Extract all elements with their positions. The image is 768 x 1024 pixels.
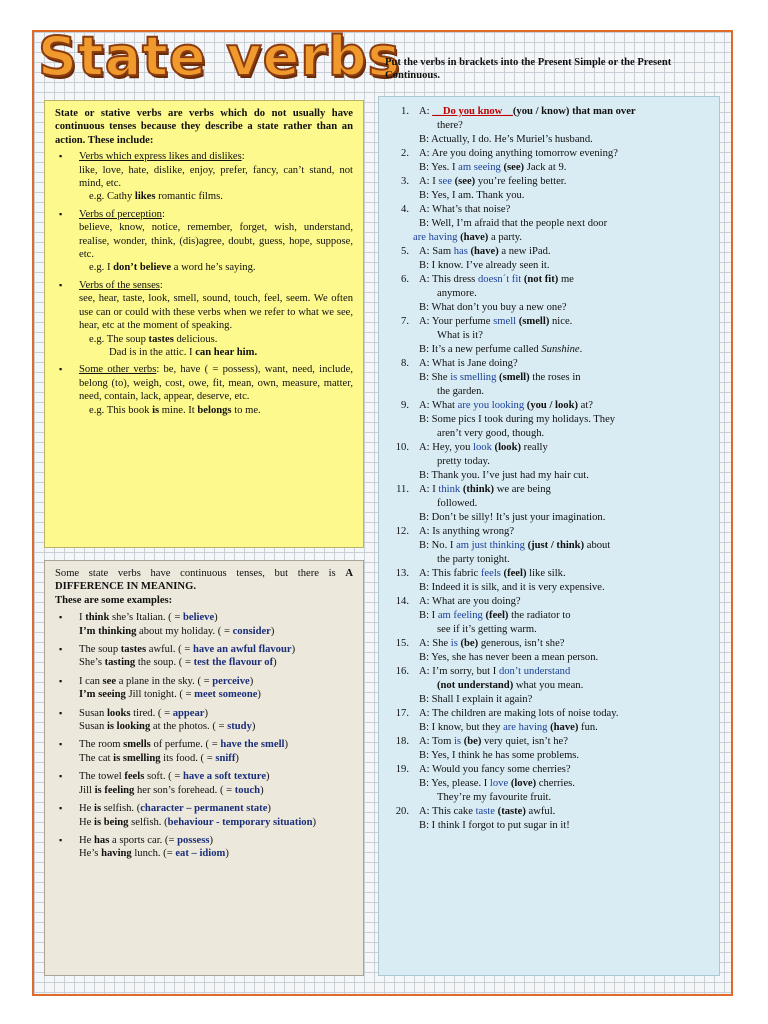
answer: are you looking xyxy=(457,400,525,411)
page-title: State verbs xyxy=(38,25,401,88)
category-list: believe, know, notice, remember, forget, wish, understand, realise, wonder, think, (dis)agree, doubt, guess, hope, suppose, etc. xyxy=(79,222,353,261)
answer: think xyxy=(438,484,461,495)
exercise-item-2: 2. A: Are you doing anything tomorrow evening? B: Yes. I am seeing (see) Jack at 9. xyxy=(401,148,618,173)
exercise-item-13: 13. A: This fabric feels (feel) like silk. B: Indeed it is silk, and it is very expensive. xyxy=(395,568,605,593)
category-heading: Verbs which express likes and dislikes xyxy=(79,151,242,163)
meaning-pair xyxy=(55,834,353,861)
bullet-icon: ▪ xyxy=(59,834,63,845)
answer: is xyxy=(450,638,458,649)
action-sentence: Susan is looking at the photos. ( = study) xyxy=(79,721,256,733)
answer: doesn´t fit xyxy=(477,274,522,285)
bullet-icon: ▪ xyxy=(59,151,63,162)
exercise-item-5: 5. A: Sam has (have) a new iPad. B: I know. I’ve already seen it. xyxy=(401,246,551,271)
category-senses: ▪ Verbs of the senses: see, hear, taste, look, smell, sound, touch, feel, seem. We often use can or could with these verbs when we refer to what we see, hear, etc at the moment of speaking. e.g. The soup tastes delicious. Dad is in the attic. I can hear him. xyxy=(59,279,353,358)
answer: are having xyxy=(413,232,458,243)
exercise-item-9: 9. A: What are you looking (you / look) at? B: Some pics I took during my holidays. They aren’t very good, though. xyxy=(401,400,616,439)
bullet-icon: ▪ xyxy=(59,707,63,718)
bullet-icon: ▪ xyxy=(59,364,63,375)
bullet-icon: ▪ xyxy=(59,208,63,219)
answer: don’t understand xyxy=(498,666,571,677)
answer: see xyxy=(438,176,452,187)
exercise-item-20: 20. A: This cake taste (taste) awful. B: I think I forgot to put sugar in it! xyxy=(395,806,570,831)
action-sentence: She’s tasting the soup. ( = test the flavour of) xyxy=(79,657,277,669)
exercise-instructions: Put the verbs in brackets into the Present Simple or the Present Continuous. xyxy=(385,57,672,82)
answer: is xyxy=(453,736,462,747)
category-example: e.g. The soup tastes delicious. xyxy=(89,333,218,345)
answer-blank[interactable]: __Do you know__ xyxy=(432,106,513,117)
answer: feels xyxy=(480,568,501,579)
action-sentence: I’m seeing Jill tonight. ( = meet someone) xyxy=(79,689,261,701)
state-sentence: I can see a plane in the sky. ( = perceive) xyxy=(79,675,254,687)
exercise-item-16: 16. A: I’m sorry, but I don’t understand (not understand) what you mean. B: Shall I explain it again? xyxy=(395,666,584,705)
meaning-pair xyxy=(55,770,353,797)
exercise-item-18: 18. A: Tom is (be) very quiet, isn’t he? B: Yes, I think he has some problems. xyxy=(395,736,580,761)
answer: are having xyxy=(503,722,548,733)
exercise-item-8: 8. A: What is Jane doing? B: She is smelling (smell) the roses in the garden. xyxy=(401,358,581,397)
bullet-icon: ▪ xyxy=(59,279,63,290)
exercise-item-14: 14. A: What are you doing? B: I am feeling (feel) the radiator to see if it’s getting warm. xyxy=(395,596,571,635)
exercise-item-11: 11. A: I think (think) we are being followed. B: Don’t be silly! It’s just your imagination. xyxy=(396,484,606,523)
category-heading: Some other verbs xyxy=(79,364,157,376)
meaning-pair xyxy=(55,738,353,765)
meaning-pair xyxy=(55,802,353,829)
bullet-icon: ▪ xyxy=(59,771,63,782)
answer: am feeling xyxy=(437,610,483,621)
exercise-item-3: 3. A: I see (see) you’re feeling better. B: Yes, I am. Thank you. xyxy=(401,176,567,201)
action-sentence: I’m thinking about my holiday. ( = consider) xyxy=(79,625,275,637)
meaning-pair xyxy=(55,707,353,734)
action-sentence: Jill is feeling her son’s forehead. ( = touch) xyxy=(79,784,264,796)
category-list: like, love, hate, dislike, enjoy, prefer, fancy, can’t stand, not mind, etc. xyxy=(79,164,353,190)
bullet-icon: ▪ xyxy=(59,612,63,623)
exercise-item-6: 6. A: This dress doesn´t fit (not fit) me anymore. B: What don’t you buy a new one? xyxy=(401,274,574,313)
difference-intro: Some state verbs have continuous tenses, but there is A DIFFERENCE IN MEANING. These are some examples: xyxy=(55,568,353,606)
category-heading: Verbs of perception xyxy=(79,208,162,220)
meaning-pair xyxy=(55,611,353,638)
action-sentence: He’s having lunch. (= eat – idiom) xyxy=(79,848,229,860)
meaning-pair xyxy=(55,675,353,702)
bullet-icon: ▪ xyxy=(59,675,63,686)
category-example: e.g. Cathy likes romantic films. xyxy=(89,191,223,203)
bullet-icon: ▪ xyxy=(59,644,63,655)
exercise-item-19: 19. A: Would you fancy some cherries? B: Yes, please. I love (love) cherries. They’re my favourite fruit. xyxy=(395,764,575,803)
state-sentence: He has a sports car. (= possess) xyxy=(79,834,214,846)
category-list: see, hear, taste, look, smell, sound, touch, feel, seem. We often use can or could with these verbs when we refer to what we see, hear, etc at the moment of speaking. xyxy=(79,293,353,332)
exercise-item-1: 1. A: __Do you know__(you / know) that man over there? B: Actually, I do. He’s Muriel’s husband. xyxy=(401,106,636,145)
answer: am just thinking xyxy=(456,540,525,551)
category-example: e.g. This book is mine. It belongs to me. xyxy=(89,404,261,416)
answer: am seeing xyxy=(458,162,501,173)
category-likes: ▪ Verbs which express likes and dislikes: like, love, hate, dislike, enjoy, prefer, fancy, can’t stand, not mind, etc. e.g. Cathy likes romantic films. xyxy=(59,151,353,203)
action-sentence: He is being selfish. (behaviour - temporary situation) xyxy=(79,816,317,828)
bullet-icon: ▪ xyxy=(59,803,63,814)
answer: has xyxy=(453,246,468,257)
action-sentence: The cat is smelling its food. ( = sniff) xyxy=(79,752,239,764)
category-example: e.g. I don’t believe a word he’s saying. xyxy=(89,262,256,274)
exercise-item-7: 7. A: Your perfume smell (smell) nice. What is it? B: It’s a new perfume called Sunshine. xyxy=(401,316,583,355)
state-sentence: He is selfish. (character – permanent state) xyxy=(79,803,271,815)
state-sentence: The soup tastes awful. ( = have an awful flavour) xyxy=(79,644,296,656)
category-perception: ▪ Verbs of perception: believe, know, notice, remember, forget, wish, understand, realise, wonder, think, (dis)agree, doubt, guess, hope, suppose, etc. e.g. I don’t believe a word he’s saying. xyxy=(59,208,353,274)
category-other xyxy=(55,363,353,417)
category-heading: Verbs of the senses xyxy=(79,279,160,291)
difference-in-meaning-panel xyxy=(44,560,364,976)
state-sentence: Susan looks tired. ( = appear) xyxy=(79,707,209,719)
state-sentence: The towel feels soft. ( = have a soft texture) xyxy=(79,771,270,783)
meaning-pair xyxy=(55,643,353,670)
answer: is smelling xyxy=(450,372,497,383)
answer: look xyxy=(473,442,492,453)
exercise-item-15: 15. A: She is (be) generous, isn’t she? B: Yes, she has never been a mean person. xyxy=(395,638,599,663)
state-verbs-explanation-panel xyxy=(44,100,364,548)
intro-text: State or stative verbs are verbs which do not usually have continuous tenses because they describe a state rather than an action. These include: xyxy=(55,108,353,146)
state-sentence: The room smells of perfume. ( = have the smell) xyxy=(79,739,289,751)
exercise-item-4: 4. A: What’s that noise? B: Well, I’m afraid that the people next door are having (have) a party. xyxy=(401,204,608,243)
answer: smell xyxy=(493,316,517,327)
bullet-icon: ▪ xyxy=(59,739,63,750)
exercise-panel xyxy=(378,96,720,976)
exercise-item-10: 10. A: Hey, you look (look) really pretty today. B: Thank you. I’ve just had my hair cut. xyxy=(395,442,589,481)
state-sentence: I think she’s Italian. ( = believe) xyxy=(79,612,218,624)
category-list: : be, have ( = possess), want, need, include, belong (to), weigh, cost, owe, fit, mean, own, measure, matter, need, contain, lack, appear, deserve, etc. xyxy=(79,364,353,403)
category-example-2: Dad is in the attic. I can hear him. xyxy=(109,346,258,358)
exercise-item-17: 17. A: The children are making lots of noise today. B: I know, but they are having (have) fun. xyxy=(395,708,619,733)
answer: taste xyxy=(475,806,496,817)
answer: love xyxy=(489,778,509,789)
exercise-item-12: 12. A: Is anything wrong? B: No. I am just thinking (just / think) about the party tonight. xyxy=(395,526,611,565)
